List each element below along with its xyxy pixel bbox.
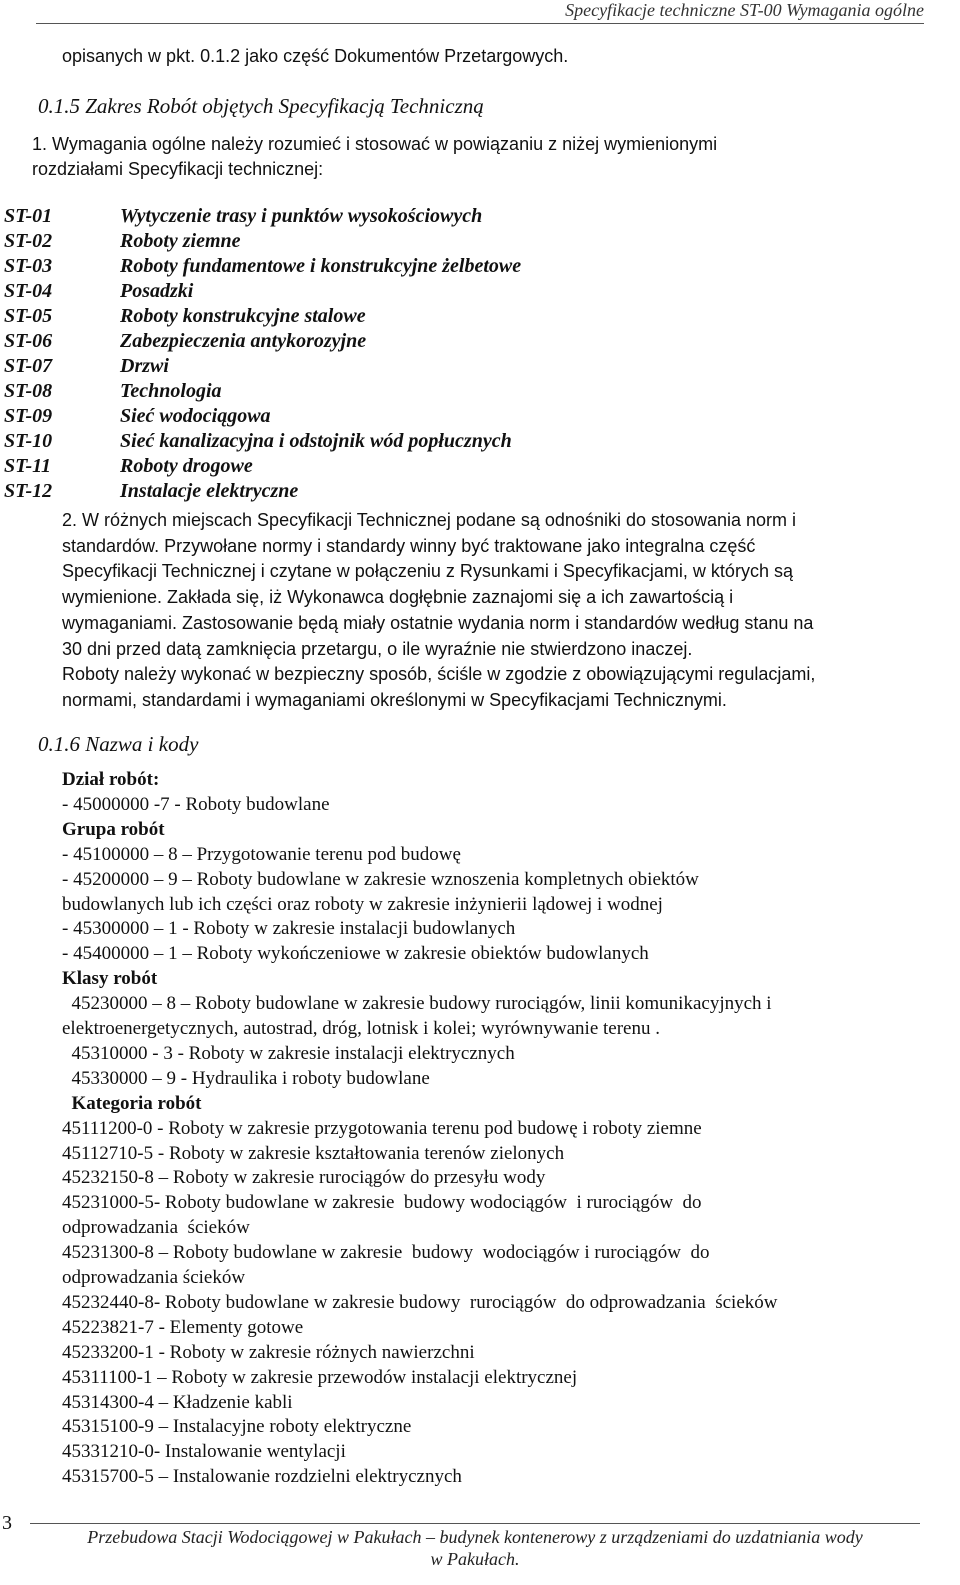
spec-chapter-code: ST-03 bbox=[4, 255, 53, 277]
spec-chapter-row bbox=[4, 354, 521, 379]
point2-line: Specyfikacji Technicznej i czytane w połączeniu z Rysunkami i Specyfikacjami, w których są bbox=[62, 561, 793, 582]
codes-line: 45314300-4 – Kładzenie kabli bbox=[62, 1391, 293, 1413]
codes-line: 45231300-8 – Roboty budowlane w zakresie budowy wodociągów i rurociągów do bbox=[62, 1242, 710, 1264]
spec-chapter-code: ST-09 bbox=[4, 405, 53, 427]
section-heading-015: 0.1.5 Zakres Robót objętych Specyfikacją Techniczną bbox=[38, 94, 484, 118]
spec-chapter-code: ST-12 bbox=[4, 480, 53, 502]
codes-line: - 45300000 – 1 - Roboty w zakresie instalacji budowlanych bbox=[62, 918, 516, 940]
spec-chapter-row bbox=[4, 254, 521, 279]
spec-chapter-name: Sieć wodociągowa bbox=[120, 405, 271, 427]
codes-line: 45231000-5- Roboty budowlane w zakresie budowy wodociągów i rurociągów do bbox=[62, 1192, 702, 1214]
spec-chapter-code: ST-05 bbox=[4, 305, 53, 327]
spec-chapter-row bbox=[4, 404, 521, 429]
point1-line-1: 1. Wymagania ogólne należy rozumieć i stosować w powiązaniu z niżej wymienionymi bbox=[32, 134, 718, 154]
spec-chapter-list bbox=[4, 204, 521, 504]
spec-chapter-code: ST-07 bbox=[4, 355, 53, 377]
spec-chapter-code: ST-02 bbox=[4, 230, 53, 252]
codes-line: 45223821-7 - Elementy gotowe bbox=[62, 1316, 304, 1338]
point1-line-2: rozdziałami Specyfikacji technicznej: bbox=[32, 159, 324, 179]
spec-chapter-row bbox=[4, 229, 521, 254]
codes-line: 45331210-0- Instalowanie wentylacji bbox=[62, 1441, 346, 1463]
intro-line: opisanych w pkt. 0.1.2 jako część Dokumentów Przetargowych. bbox=[62, 46, 569, 66]
spec-chapter-row bbox=[4, 329, 521, 354]
point2-line: wymienione. Zakłada się, iż Wykonawca dogłębnie zaznajomi się a ich zawartością i bbox=[62, 587, 734, 608]
spec-chapter-name: Posadzki bbox=[120, 280, 194, 302]
codes-line: budowlanych lub ich części oraz roboty w zakresie inżynierii lądowej i wodnej bbox=[62, 893, 663, 915]
spec-chapter-name: Instalacje elektryczne bbox=[120, 480, 299, 502]
codes-line: odprowadzania ścieków bbox=[62, 1267, 246, 1288]
codes-line: elektroenergetycznych, autostrad, dróg, lotnisk i kolei; wyrównywanie terenu . bbox=[62, 1018, 660, 1039]
point2-line: standardów. Przywołane normy i standardy winny być traktowane jako integralna część bbox=[62, 535, 756, 556]
codes-line: odprowadzania ścieków bbox=[62, 1217, 250, 1239]
codes-line: 45112710-5 - Roboty w zakresie kształtowania terenów zielonych bbox=[62, 1142, 565, 1164]
point2-line: wymaganiami. Zastosowanie będą miały ostatnie wydania norm i standardów według stanu na bbox=[62, 612, 814, 633]
spec-chapter-code: ST-11 bbox=[4, 455, 52, 477]
codes-line: 45111200-0 - Roboty w zakresie przygotowania terenu pod budowę i roboty ziemne bbox=[62, 1117, 702, 1139]
codes-subheading: Klasy robót bbox=[62, 968, 158, 990]
codes-subheading: Dział robót: bbox=[62, 769, 160, 790]
spec-chapter-code: ST-10 bbox=[4, 430, 53, 452]
point2-line: normami, standardami i wymaganiami określonymi w Specyfikacjami Technicznymi. bbox=[62, 689, 727, 710]
point2-line: Roboty należy wykonać w bezpieczny sposób, ściśle w zgodzie z obowiązującymi regulacjami, bbox=[62, 664, 816, 685]
section-heading-016: 0.1.6 Nazwa i kody bbox=[38, 732, 199, 756]
spec-chapter-name: Roboty konstrukcyjne stalowe bbox=[120, 305, 366, 327]
spec-chapter-code: ST-01 bbox=[4, 205, 53, 227]
codes-line: - 45200000 – 9 – Roboty budowlane w zakresie wznoszenia kompletnych obiektów bbox=[62, 868, 699, 890]
spec-chapter-code: ST-08 bbox=[4, 380, 53, 402]
codes-line: 45311100-1 – Roboty w zakresie przewodów instalacji elektrycznej bbox=[62, 1366, 578, 1388]
page-footer bbox=[30, 1523, 920, 1570]
spec-chapter-row bbox=[4, 379, 521, 404]
spec-chapter-row bbox=[4, 429, 521, 454]
spec-chapter-name: Drzwi bbox=[120, 355, 169, 377]
point2-line: 2. W różnych miejscach Specyfikacji Technicznej podane są odnośniki do stosowania norm i bbox=[62, 510, 797, 530]
spec-chapter-name: Sieć kanalizacyjna i odstojnik wód popłucznych bbox=[120, 430, 512, 452]
codes-subheading: Kategoria robót bbox=[62, 1092, 202, 1114]
spec-chapter-name: Technologia bbox=[120, 380, 222, 402]
codes-line: 45233200-1 - Roboty w zakresie różnych nawierzchni bbox=[62, 1341, 475, 1363]
spec-chapter-code: ST-06 bbox=[4, 330, 53, 352]
codes-line: - 45400000 – 1 – Roboty wykończeniowe w zakresie obiektów budowlanych bbox=[62, 943, 649, 965]
spec-chapter-code: ST-04 bbox=[4, 280, 53, 302]
codes-line: 45232150-8 – Roboty w zakresie rurociągów do przesyłu wody bbox=[62, 1167, 546, 1189]
codes-line: - 45100000 – 8 – Przygotowanie terenu pod budowę bbox=[62, 843, 461, 865]
codes-line: 45330000 – 9 - Hydraulika i roboty budowlane bbox=[62, 1067, 430, 1089]
page-number: 3 bbox=[2, 1512, 12, 1534]
codes-line: 45315100-9 – Instalacyjne roboty elektryczne bbox=[62, 1416, 412, 1438]
codes-line: 45310000 - 3 - Roboty w zakresie instalacji elektrycznych bbox=[62, 1042, 515, 1064]
spec-chapter-name: Roboty fundamentowe i konstrukcyjne żelbetowe bbox=[120, 255, 522, 277]
spec-chapter-row bbox=[4, 454, 521, 479]
spec-chapter-row bbox=[4, 304, 521, 329]
spec-chapter-name: Zabezpieczenia antykorozyjne bbox=[120, 330, 367, 352]
spec-chapter-row bbox=[4, 279, 521, 304]
codes-line: - 45000000 -7 - Roboty budowlane bbox=[62, 793, 330, 815]
point2-line: 30 dni przed datą zamknięcia przetargu, o ile wyraźnie nie stwierdzono inaczej. bbox=[62, 638, 693, 659]
spec-chapter-row bbox=[4, 204, 521, 229]
spec-chapter-name: Wytyczenie trasy i punktów wysokościowych bbox=[120, 205, 483, 227]
codes-line: 45230000 – 8 – Roboty budowlane w zakresie budowy rurociągów, linii komunikacyjnych i bbox=[62, 993, 772, 1015]
codes-line: 45315700-5 – Instalowanie rozdzielni elektrycznych bbox=[62, 1466, 462, 1488]
page-header: Specyfikacje techniczne ST-00 Wymagania ogólne bbox=[36, 0, 924, 24]
codes-line: 45232440-8- Roboty budowlane w zakresie budowy rurociągów do odprowadzania ścieków bbox=[62, 1291, 778, 1313]
spec-chapter-row bbox=[4, 479, 521, 504]
footer-line-2: w Pakułach. bbox=[430, 1549, 520, 1569]
codes-subheading: Grupa robót bbox=[62, 818, 165, 840]
footer-line-1: Przebudowa Stacji Wodociągowej w Pakułach – budynek kontenerowy z urządzeniami do uzdatniania wody bbox=[87, 1527, 863, 1547]
spec-chapter-name: Roboty ziemne bbox=[120, 230, 241, 252]
spec-chapter-name: Roboty drogowe bbox=[120, 455, 253, 477]
